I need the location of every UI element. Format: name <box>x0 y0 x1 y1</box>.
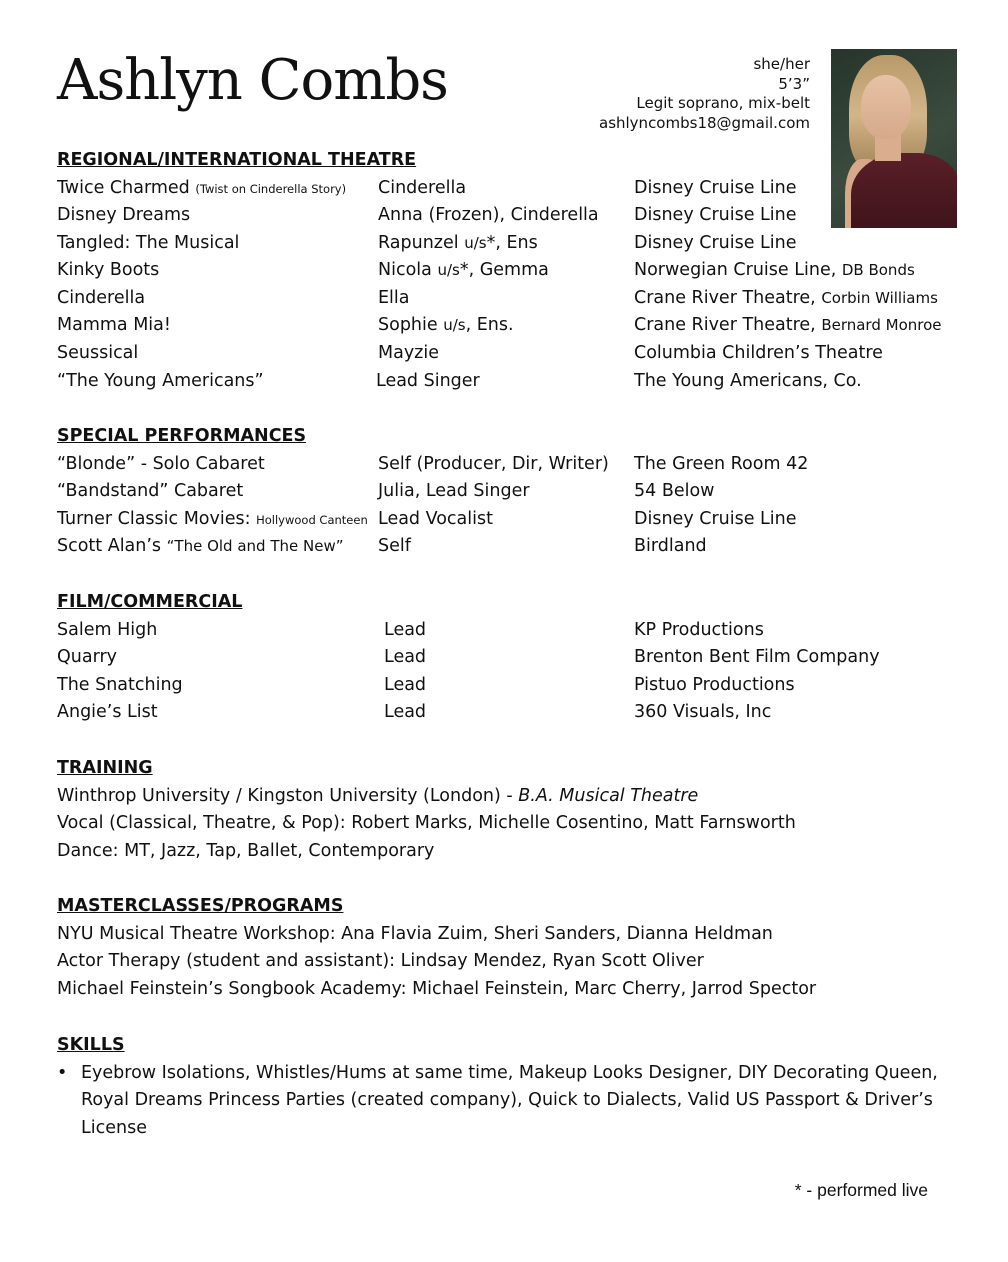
venue-name: Disney Cruise Line <box>634 205 797 226</box>
credit-venue <box>634 368 862 396</box>
role-name: Ella <box>378 287 410 308</box>
venue-director: Corbin Williams <box>821 288 938 307</box>
show-title: Mamma Mia! <box>57 315 171 336</box>
section-title: MASTERCLASSES/PROGRAMS <box>57 896 344 916</box>
credit-show <box>57 175 346 204</box>
film-role: Lead <box>384 647 427 668</box>
credit-row <box>57 230 957 258</box>
film-company: KP Productions <box>634 619 764 640</box>
credit-venue <box>634 175 797 203</box>
section-film <box>57 589 957 727</box>
credit-show <box>57 340 138 368</box>
film-title: Angie’s List <box>57 702 158 723</box>
credit-role <box>378 202 599 230</box>
film-title: Quarry <box>57 647 118 668</box>
training-degree: B.A. Musical Theatre <box>518 785 699 806</box>
masterclass-line: Actor Therapy (student and assistant): Lindsay Mendez, Ryan Scott Oliver <box>57 951 704 972</box>
venue-name: Crane River Theatre, <box>634 315 816 336</box>
role-note: u/s <box>464 233 487 252</box>
skills-text: Eyebrow Isolations, Whistles/Hums at same time, Makeup Looks Designer, DIY Decorating Queen, Royal Dreams Princess Parties (created company), Quick to Dialects, Valid US Passport & Driver’s License <box>81 1062 938 1138</box>
credit-row <box>57 699 957 727</box>
credit-row <box>57 672 957 700</box>
role-name: Cinderella <box>378 177 467 198</box>
section-title: SPECIAL PERFORMANCES <box>57 426 307 446</box>
film-title: Salem High <box>57 619 158 640</box>
footnote: * - performed live <box>794 1180 928 1200</box>
credit-venue: 54 Below <box>634 481 715 502</box>
contact-info <box>599 55 810 133</box>
film-role: Lead <box>384 619 427 640</box>
credit-row <box>57 533 957 561</box>
venue-director: Bernard Monroe <box>821 316 942 335</box>
section-masterclasses <box>57 893 957 1003</box>
credit-role <box>378 257 549 285</box>
role-name: Anna (Frozen), Cinderella <box>378 205 599 226</box>
credit-role <box>376 368 480 396</box>
credit-role <box>378 340 439 368</box>
credit-role <box>378 175 466 203</box>
credit-role: Self (Producer, Dir, Writer) <box>378 453 609 474</box>
role-suffix: *, Ens <box>486 232 538 253</box>
section-title: TRAINING <box>57 758 153 778</box>
bullet-icon: • <box>57 1062 68 1083</box>
role-suffix: , Ens. <box>465 315 514 336</box>
credit-venue <box>634 312 942 340</box>
role-suffix: *, Gemma <box>459 260 549 281</box>
credit-show <box>57 202 190 230</box>
credit-row <box>57 478 957 506</box>
film-role: Lead <box>384 674 427 695</box>
credit-show <box>57 285 145 313</box>
venue-name: The Young Americans, Co. <box>634 370 862 391</box>
credit-row <box>57 617 957 645</box>
show-title: Seussical <box>57 343 139 364</box>
show-note: (Twist on Cinderella Story) <box>195 181 347 196</box>
venue-name: Disney Cruise Line <box>634 232 797 253</box>
training-line <box>57 783 957 811</box>
credit-row <box>57 202 957 230</box>
show-title: Kinky Boots <box>57 260 160 281</box>
show-title: Turner Classic Movies: <box>57 508 251 529</box>
voice-type: Legit soprano, mix-belt <box>636 94 810 112</box>
venue-name: Columbia Children’s Theatre <box>634 343 883 364</box>
show-title: “The Young Americans” <box>57 370 264 391</box>
training-line: Dance: MT, Jazz, Tap, Ballet, Contemporary <box>57 840 435 861</box>
credit-row <box>57 257 957 285</box>
role-name: Rapunzel <box>378 232 459 253</box>
credit-show <box>57 257 159 285</box>
show-title: Twice Charmed <box>57 177 190 198</box>
credit-show <box>57 506 368 535</box>
show-title: Cinderella <box>57 287 146 308</box>
credit-row <box>57 340 957 368</box>
training-line: Vocal (Classical, Theatre, & Pop): Robert Marks, Michelle Cosentino, Matt Farnsworth <box>57 813 796 834</box>
show-note: Hollywood Canteen <box>256 512 368 527</box>
candidate-name: Ashlyn Combs <box>57 48 448 113</box>
skills-item <box>57 1060 961 1143</box>
credit-role <box>378 285 410 313</box>
credit-show <box>57 368 264 396</box>
role-name: Nicola <box>378 260 432 281</box>
credit-role: Julia, Lead Singer <box>378 481 530 502</box>
role-note: u/s <box>437 261 460 280</box>
credit-show <box>57 230 239 258</box>
masterclass-line: NYU Musical Theatre Workshop: Ana Flavia Zuim, Sheri Sanders, Dianna Heldman <box>57 923 773 944</box>
show-title: Disney Dreams <box>57 205 191 226</box>
credit-venue: The Green Room 42 <box>634 453 809 474</box>
credit-venue: Disney Cruise Line <box>634 508 797 529</box>
credit-row <box>57 451 957 479</box>
section-special <box>57 423 957 561</box>
show-title: “Bandstand” Cabaret <box>57 481 244 502</box>
venue-name: Crane River Theatre, <box>634 287 816 308</box>
credit-role <box>378 312 514 340</box>
credit-show <box>57 533 343 561</box>
credit-row <box>57 644 957 672</box>
credit-row <box>57 175 957 203</box>
credit-venue <box>634 202 797 230</box>
section-training <box>57 755 957 865</box>
show-title: Tangled: The Musical <box>57 232 240 253</box>
email: ashlyncombs18@gmail.com <box>599 113 810 132</box>
credit-venue <box>634 340 883 368</box>
section-title: SKILLS <box>57 1035 125 1055</box>
headshot-face <box>861 75 911 139</box>
role-name: Mayzie <box>378 343 439 364</box>
show-title: “Blonde” - Solo Cabaret <box>57 453 265 474</box>
credit-venue: Birdland <box>634 536 707 557</box>
film-role: Lead <box>384 702 427 723</box>
pronouns: she/her <box>753 55 810 73</box>
show-note: “The Old and The New” <box>166 537 344 556</box>
section-regional <box>57 147 957 395</box>
role-note: u/s <box>443 316 466 335</box>
venue-name: Disney Cruise Line <box>634 177 797 198</box>
credit-venue <box>634 230 797 258</box>
film-company: Pistuo Productions <box>634 674 795 695</box>
credit-venue <box>634 285 938 313</box>
section-skills <box>57 1032 957 1142</box>
masterclass-line: Michael Feinstein’s Songbook Academy: Michael Feinstein, Marc Cherry, Jarrod Spector <box>57 978 817 999</box>
credit-role: Lead Vocalist <box>378 508 493 529</box>
film-company: 360 Visuals, Inc <box>634 702 772 723</box>
film-company: Brenton Bent Film Company <box>634 647 880 668</box>
credit-role: Self <box>378 536 411 557</box>
credit-show <box>57 312 171 340</box>
height: 5’3” <box>778 74 810 93</box>
film-title: The Snatching <box>57 674 183 695</box>
credit-row <box>57 506 957 534</box>
training-school: Winthrop University / Kingston University (London) - <box>57 785 519 806</box>
show-title: Scott Alan’s <box>57 536 162 557</box>
section-title: FILM/COMMERCIAL <box>57 592 243 612</box>
section-title: REGIONAL/INTERNATIONAL THEATRE <box>57 150 417 170</box>
credit-show <box>57 451 265 479</box>
venue-name: Norwegian Cruise Line, <box>634 260 837 281</box>
credit-venue <box>634 257 915 285</box>
role-name: Lead Singer <box>376 370 480 391</box>
credit-row <box>57 312 957 340</box>
credit-role <box>378 230 538 258</box>
credit-row <box>57 368 957 396</box>
credit-show <box>57 478 243 506</box>
credit-row <box>57 285 957 313</box>
venue-director: DB Bonds <box>841 261 915 280</box>
role-name: Sophie <box>378 315 438 336</box>
